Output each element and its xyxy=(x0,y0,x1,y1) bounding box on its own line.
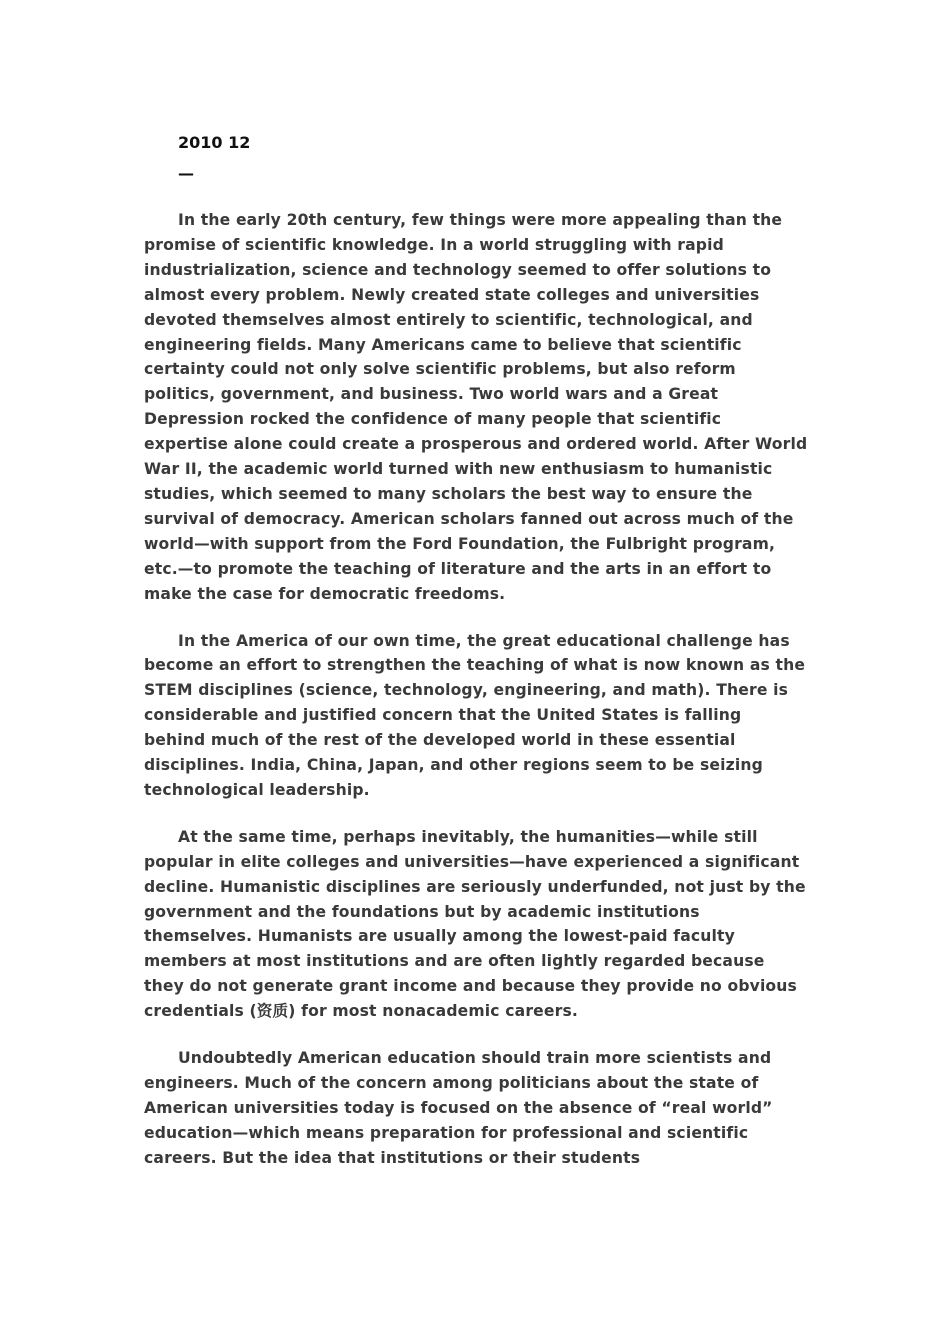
document-heading: 2010 12 xyxy=(178,133,251,152)
paragraph-2: In the America of our own time, the great educational challenge has become an effort to strengthen the teaching of what is now known as the STEM disciplines (science, technology, engineering, and math). There is considerable and justified concern that the United States is falling behind much of the rest of the developed world in these essential disciplines. India, China, Japan, and other regions seem to be seizing technological leadership. xyxy=(144,631,806,799)
paragraph-4: Undoubtedly American education should train more scientists and engineers. Much of the concern among politicians about the state of American universities today is focused on the absence of “real world” education—which means preparation for professional and scientific careers. But the idea that institutions or their students xyxy=(144,1049,773,1167)
paragraph-3: At the same time, perhaps inevitably, the humanities—while still popular in elite colleges and universities—have experienced a significant decline. Humanistic disciplines are seriously underfunded, not just by the government and the foundations but by academic institutions themselves. Humanists are usually among the lowest-paid faculty members at most institutions and are often lightly regarded because they do not generate grant income and because they provide no obvious credentials (资质) for most nonacademic careers. xyxy=(144,827,806,1021)
document-body xyxy=(144,208,808,1193)
paragraph-1: In the early 20th century, few things were more appealing than the promise of scientific knowledge. In a world struggling with rapid industrialization, science and technology seemed to offer solutions to almost every problem. Newly created state colleges and universities devoted themselves almost entirely to scientific, technological, and engineering fields. Many Americans came to believe that scientific certainty could not only solve scientific problems, but also reform politics, government, and business. Two world wars and a Great Depression rocked the confidence of many people that scientific expertise alone could create a prosperous and ordered world. After World War II, the academic world turned with new enthusiasm to humanistic studies, which seemed to many scholars the best way to ensure the survival of democracy. American scholars fanned out across much of the world—with support from the Ford Foundation, the Fulbright program, etc.—to promote the teaching of literature and the arts in an effort to make the case for democratic freedoms. xyxy=(144,211,808,603)
heading-dash: — xyxy=(178,164,194,183)
